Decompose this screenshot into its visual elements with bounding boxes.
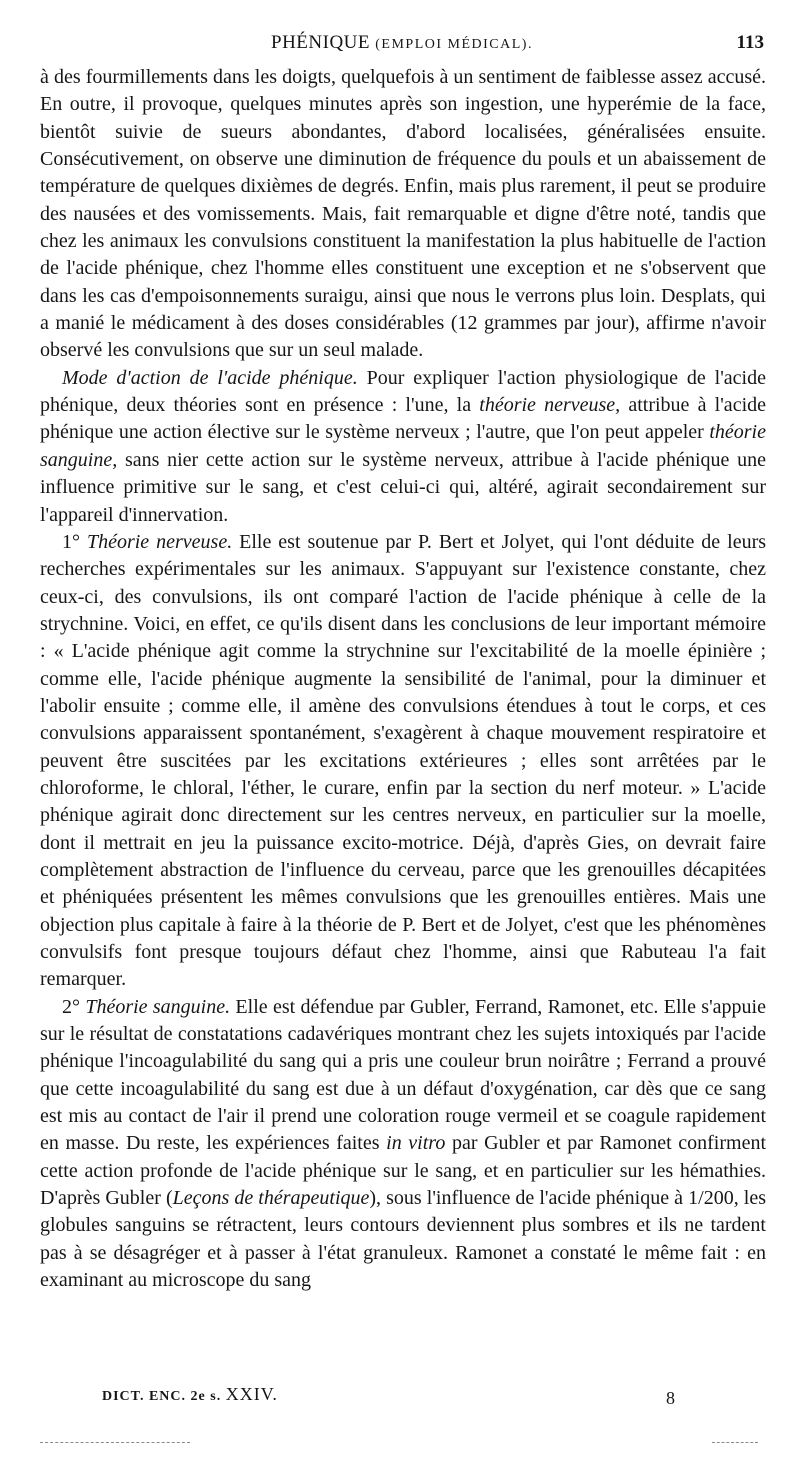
text-run: Elle est soutenue par P. Bert et Jolyet, qui l'ont déduite de leurs recherches expérimentales sur les animaux. S'appuyant sur l'existence constante, chez ceux-ci, des convulsions, ils ont comparé l'action de l'acide phénique à celle de la strychnine. Voici, en effet, ce qu'ils disent dans les conclusions de leur important mémoire : « L'acide phénique agit comme la strychnine sur l'excitabilité de la moelle épinière ; comme elle, l'acide phénique augmente la sensibilité de l'animal, pour la diminuer et l'abolir ensuite ; comme elle, il amène des convulsions étendues à tout le corps, et ces convulsions apparaissent spontanément, s'exagèrent à chaque mouvement respiratoire et peuvent être suscitées par les excitations extérieures ; elles sont arrêtées par le chloroforme, le chloral, l'éther, le curare, enfin par la section du nerf moteur. » L'acide phénique agirait donc directement sur les centres nerveux, en particulier sur la moelle, dont il mettrait en jeu la puissance excito-motrice. Déjà, d'après Gies, on devrait faire complètement abstraction de l'influence du cerveau, parce que les grenouilles décapitées et phéniquées présentent les mêmes convulsions que les grenouilles entières. Mais une objection plus capitale à faire à la théorie de P. Bert et de Jolyet, c'est que les phénomènes convulsifs font presque toujours défaut chez l'homme, ainsi que Rabuteau l'a fait remarquer. (40, 530, 767, 991)
body-text (40, 64, 766, 1294)
italic-run: théorie nerveuse, (479, 394, 621, 417)
italic-run: Mode d'action de l'acide phénique. (62, 366, 358, 389)
running-header (40, 32, 764, 62)
paragraph (40, 64, 766, 365)
paragraph (40, 994, 766, 1295)
text-run: ), sous l'influence de l'acide phénique à 1/200, les globules sanguins se rétractent, leurs contours deviennent plus sombres et ils ne tardent pas à se désagréger et à passer à l'état granuleux. Ramonet a constaté le même fait : en examinant au microscope du sang (40, 1187, 766, 1292)
italic-run: Théorie sanguine. (85, 995, 231, 1018)
italic-run: Théorie nerveuse. (86, 530, 233, 553)
text-run: Pour expliquer l'action physiologique de l'acide phénique, deux théories sont en présence : l'une, la (40, 366, 766, 417)
running-title (40, 32, 764, 54)
bottom-rule-right (712, 1442, 758, 1443)
text-run: à des fourmillements dans les doigts, quelquefois à un sentiment de faiblesse assez accusé. En outre, il provoque, quelques minutes après son ingestion, une hyperémie de la face, bientôt suivie de sueurs abondantes, d'abord localisées, généralisées ensuite. Consécutivement, on observe une diminution de fréquence du pouls et un abaissement de température de quelques dixièmes de degrés. Enfin, mais plus rarement, il peut se produire des nausées et des vomissements. Mais, fait remarquable et digne d'être noté, tandis que chez les animaux les convulsions constituent la manifestation la plus habituelle de l'action de l'acide phénique, chez l'homme elles constituent une exception et ne s'observent que dans les cas d'empoisonnements suraigu, ainsi que nous le verrons plus loin. Desplats, qui a manié le médicament à des doses considérables (12 grammes par jour), affirme n'avoir observé les convulsions que sur un seul malade. (40, 66, 766, 362)
italic-run: théorie sanguine, (40, 421, 766, 471)
header-subtitle: (EMPLOI MÉDICAL). (375, 37, 533, 52)
paragraph (40, 529, 766, 994)
text-run: Elle est défendue par Gubler, Ferrand, Ramonet, etc. Elle s'appuie sur le résultat de constatations cadavériques montrant chez les sujets intoxiqués par l'acide phénique l'incoagulabilité du sang qui a pris une couleur brun noirâtre ; Ferrand a prouvé que cette incoagulabilité du sang est due à un défaut d'oxygénation, car dès que ce sang est mis au contact de l'air il prend une coloration rouge vermeil et se coagule rapidement en masse. Du reste, les expériences faites (40, 995, 766, 1155)
signature-mark (102, 1384, 278, 1405)
signature-text: DICT. ENC. 2e s. (102, 1389, 222, 1404)
paragraph (40, 365, 766, 529)
header-title: PHÉNIQUE (271, 32, 371, 53)
text-run: par Gubler et par Ramonet confirment cette action profonde de l'acide phénique sur le sang, et en particulier sur les hémathies. D'après Gubler ( (40, 1132, 766, 1210)
sheet-number: 8 (666, 1388, 675, 1408)
text-run: attribue à l'acide phénique une action élective sur le système nerveux ; l'autre, que l'on peut appeler (40, 394, 766, 444)
text-run: sans nier cette action sur le système nerveux, attribue à l'acide phénique une influence primitive sur le sang, et c'est celui-ci qui, altéré, agirait secondairement sur l'appareil d'innervation. (40, 448, 766, 526)
page-footer (40, 1384, 764, 1408)
italic-run: Leçons de thérapeutique (172, 1187, 370, 1210)
italic-run: in vitro (386, 1132, 446, 1155)
bottom-rule-left (40, 1442, 190, 1443)
volume-number: XXIV. (225, 1384, 278, 1404)
page-number: 113 (736, 32, 764, 53)
text-run: 1° (62, 530, 87, 553)
text-run: 2° (62, 995, 86, 1018)
